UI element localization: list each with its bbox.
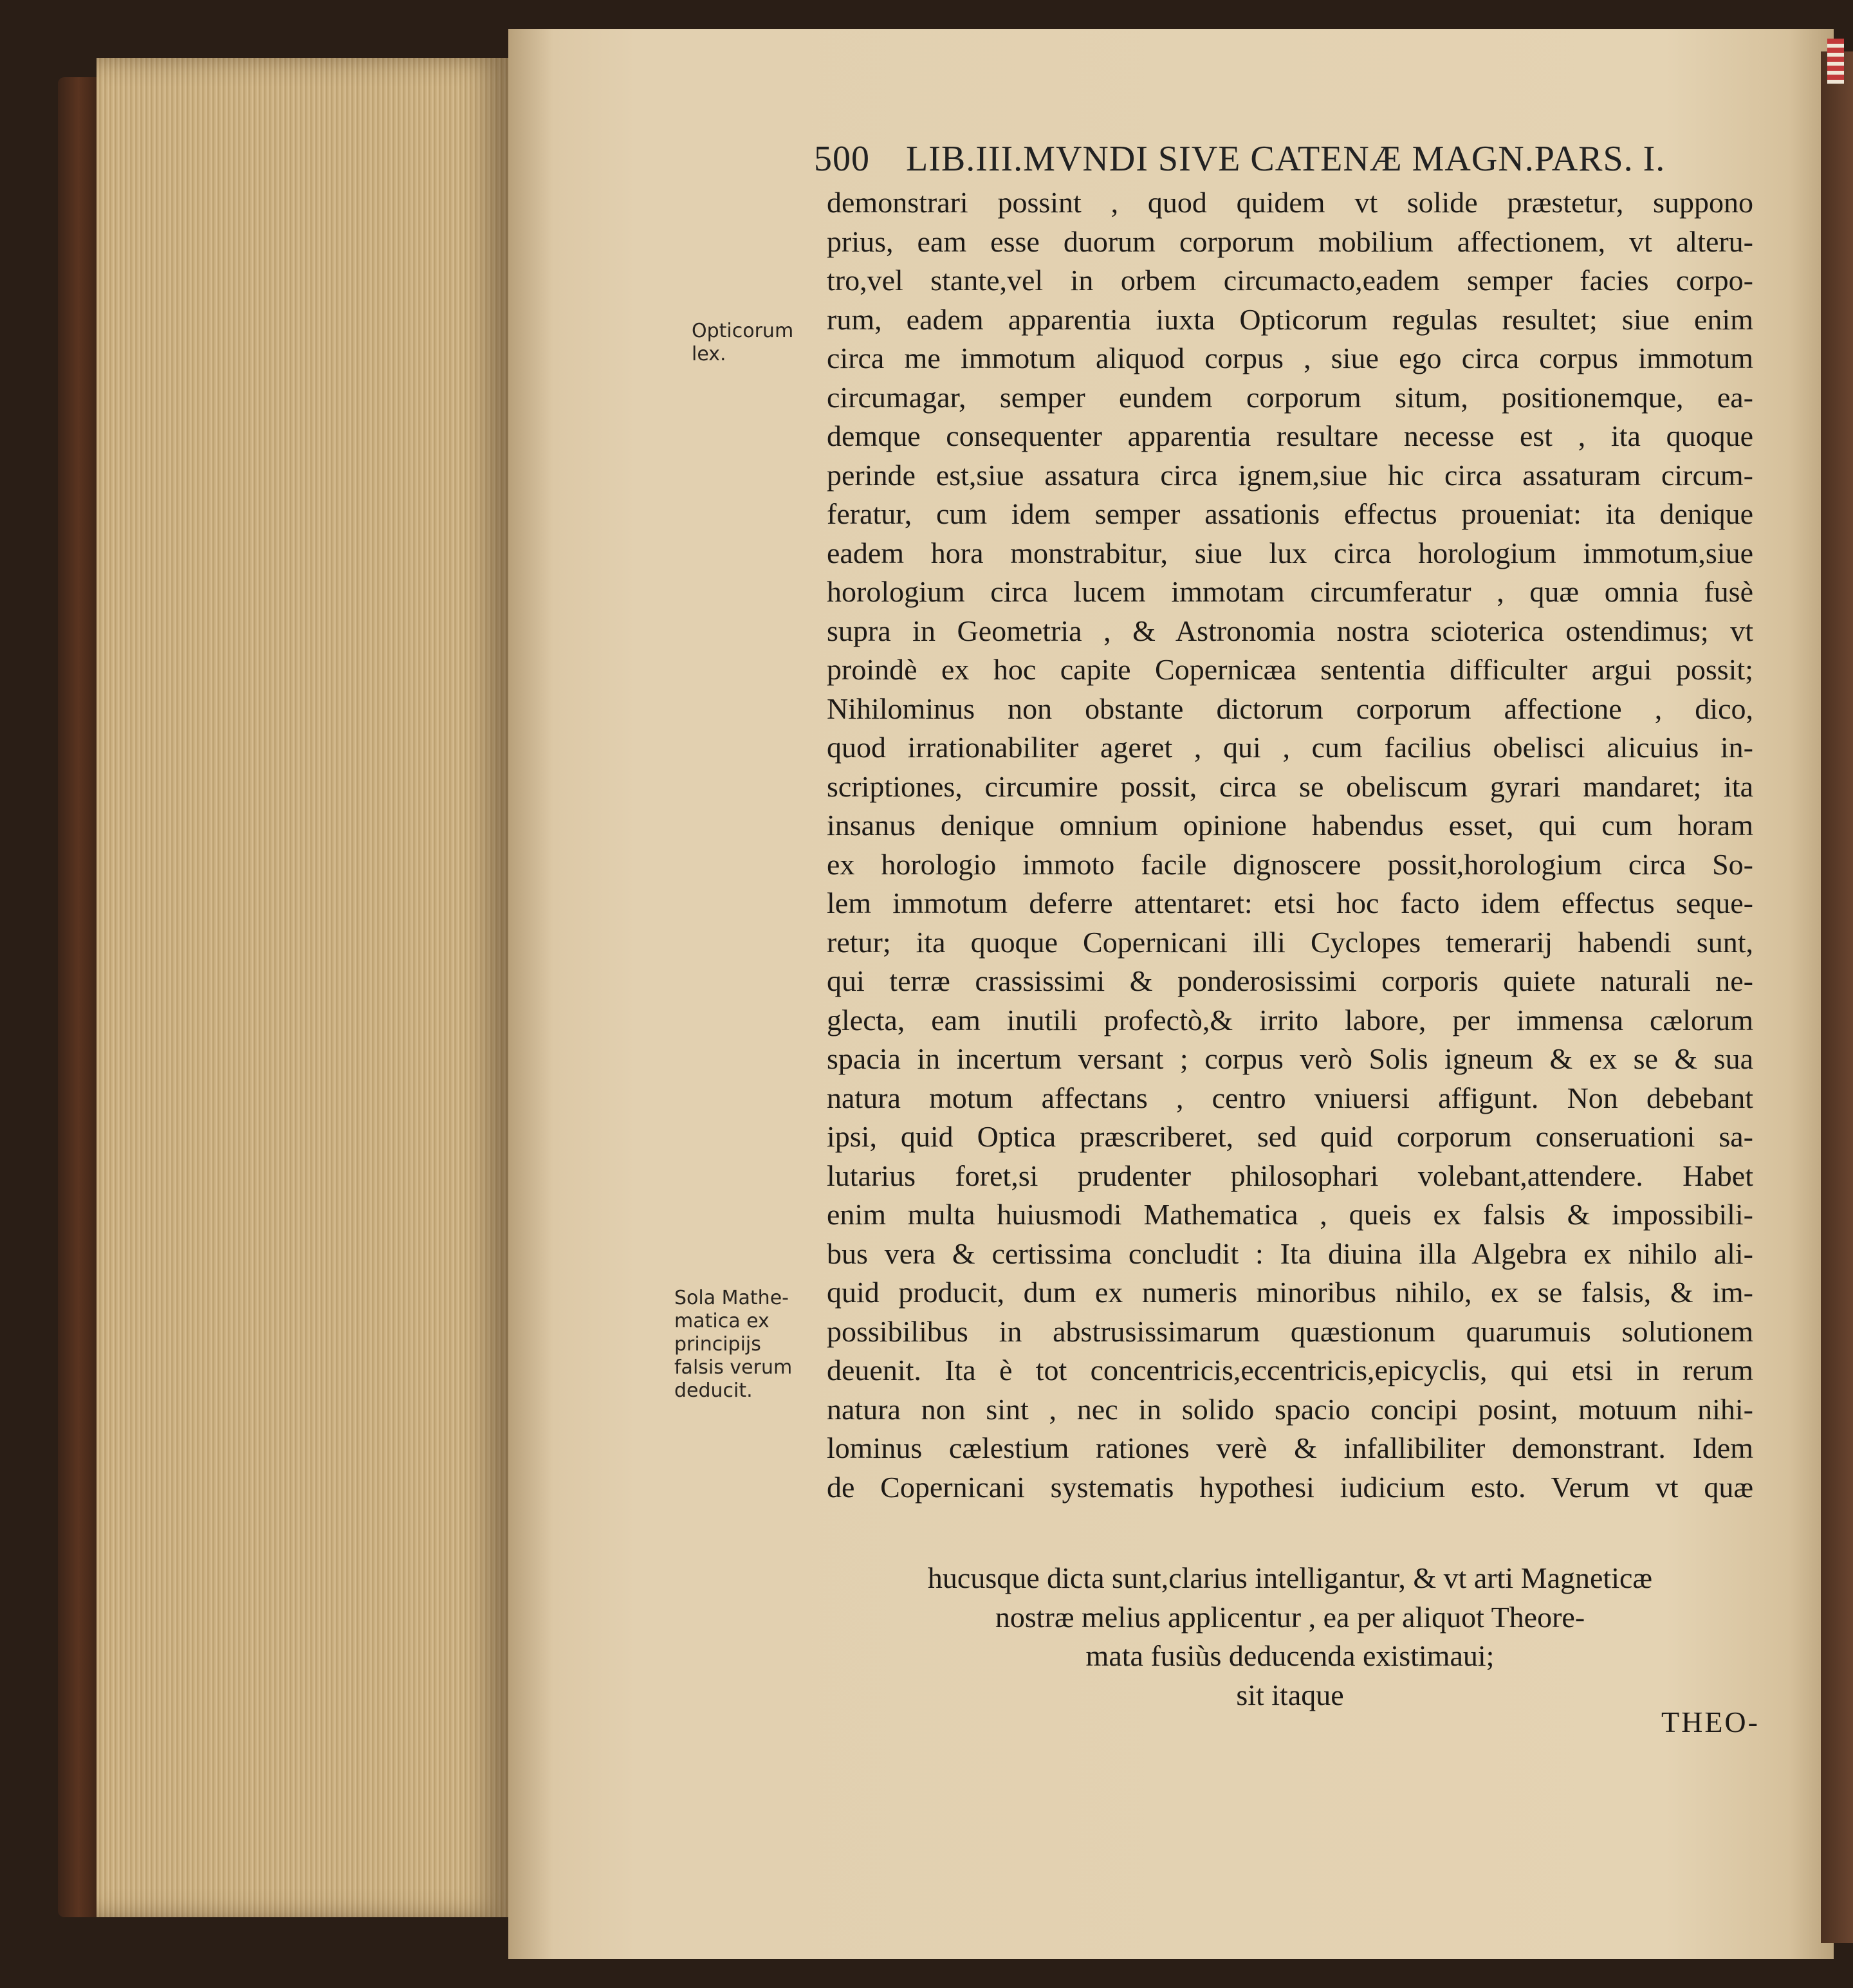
text-line: lominus cælestium rationes verè & infallibiliter demonstrant. Idem bbox=[827, 1431, 1753, 1464]
text-line: perinde est,siue assatura circa ignem,siue hic circa assaturam circum- bbox=[827, 458, 1753, 492]
text-line: prius, eam esse duorum corporum mobilium affectionem, vt alteru- bbox=[827, 225, 1753, 258]
catchword: THEO- bbox=[1661, 1706, 1760, 1738]
right-cover-edge bbox=[1821, 51, 1853, 1943]
text-line: circa me immotum aliquod corpus , siue ego circa corpus immotum bbox=[827, 342, 1753, 374]
text-line: tro,vel stante,vel in orbem circumacto,eadem semper facies corpo- bbox=[827, 264, 1753, 297]
text-line: enim multa huiusmodi Mathematica , queis ex falsis & impossibili- bbox=[827, 1198, 1753, 1231]
text-line: circumagar, semper eundem corporum situm, positionemque, ea- bbox=[827, 380, 1753, 414]
text-line: natura non sint , nec in solido spacio concipi posint, motuum nihi- bbox=[827, 1392, 1753, 1426]
text-line: bus vera & certissima concludit : Ita diuina illa Algebra ex nihilo ali- bbox=[827, 1237, 1753, 1270]
text-line: lutarius foret,si prudenter philosophari volebant,attendere. Habet bbox=[827, 1159, 1753, 1192]
text-line: spacia in incertum versant ; corpus verò Solis igneum & ex se & sua bbox=[827, 1042, 1753, 1075]
margin-note-line: matica ex bbox=[674, 1310, 770, 1332]
text-line: nostræ melius applicentur , ea per aliquot Theore- bbox=[995, 1600, 1585, 1634]
text-line: supra in Geometria , & Astronomia nostra scioterica ostendimus; vt bbox=[827, 614, 1753, 647]
text-line: feratur, cum idem semper assationis effectus proueniat: ita denique bbox=[827, 497, 1753, 530]
text-line: natura motum affectans , centro vniuersi affigunt. Non debebant bbox=[827, 1081, 1753, 1114]
text-line: deuenit. Ita è tot concentricis,eccentricis,epicyclis, qui etsi in rerum bbox=[827, 1354, 1753, 1386]
closing-paragraph bbox=[827, 1559, 1753, 1715]
margin-note-line: deducit. bbox=[674, 1379, 753, 1402]
body-text bbox=[827, 183, 1753, 1507]
margin-note-line: Opticorum bbox=[692, 320, 794, 342]
text-line: horologium circa lucem immotam circumferatur , quæ omnia fusè bbox=[827, 575, 1753, 608]
running-head bbox=[814, 138, 1779, 179]
text-line: Nihilominus non obstante dictorum corporum affectione , dico, bbox=[827, 692, 1753, 725]
text-line: demonstrari possint , quod quidem vt solide præstetur, suppono bbox=[827, 186, 1753, 219]
margin-note-line: principijs bbox=[674, 1333, 761, 1356]
bookmark-ribbon bbox=[1827, 39, 1844, 84]
page-block-edge bbox=[97, 58, 508, 1917]
text-line: insanus denique omnium opinione habendus esset, qui cum horam bbox=[827, 809, 1753, 842]
text-line: eadem hora monstrabitur, siue lux circa horologium immotum,siue bbox=[827, 536, 1753, 569]
margin-note-sola-mathematica bbox=[674, 1287, 792, 1403]
text-line: retur; ita quoque Copernicani illi Cyclopes temerarij habendi sunt, bbox=[827, 925, 1753, 959]
text-line: quid producit, dum ex numeris minoribus nihilo, ex se falsis, & im- bbox=[827, 1276, 1753, 1309]
text-line: hucusque dicta sunt,clarius intelligantur, & vt arti Magneticæ bbox=[927, 1561, 1653, 1594]
page-number: 500 bbox=[814, 139, 870, 179]
margin-note-line: lex. bbox=[692, 343, 726, 365]
text-line: qui terræ crassissimi & ponderosissimi corporis quiete naturali ne- bbox=[827, 964, 1753, 997]
margin-note-line: falsis verum bbox=[674, 1356, 793, 1379]
text-line: demque consequenter apparentia resultare necesse est , ita quoque bbox=[827, 419, 1753, 452]
margin-note-opticorum bbox=[692, 320, 793, 366]
text-line: lem immotum deferre attentaret: etsi hoc facto idem effectus seque- bbox=[827, 887, 1753, 919]
text-line: ex horologio immoto facile dignoscere possit,horologium circa So- bbox=[827, 847, 1753, 881]
text-line: de Copernicani systematis hypothesi iudicium esto. Verum vt quæ bbox=[827, 1470, 1753, 1504]
text-line: scriptiones, circumire possit, circa se obeliscum gyrari mandaret; ita bbox=[827, 769, 1753, 803]
text-line: ipsi, quid Optica præscriberet, sed quid corporum conseruationi sa- bbox=[827, 1120, 1753, 1153]
text-line: glecta, eam inutili profectò,& irrito labore, per immensa cælorum bbox=[827, 1003, 1753, 1036]
text-line: mata fusiùs deducenda existimaui; bbox=[1085, 1639, 1495, 1672]
text-line: sit itaque bbox=[1236, 1678, 1344, 1711]
text-line: proindè ex hoc capite Copernicæa sententia difficulter argui possit; bbox=[827, 653, 1753, 686]
running-title: LIB.III.MVNDI SIVE CATENÆ MAGN.PARS. I. bbox=[906, 139, 1666, 179]
margin-note-line: Sola Mathe- bbox=[674, 1287, 789, 1309]
text-line: possibilibus in abstrusissimarum quæstionum quarumuis solutionem bbox=[827, 1314, 1753, 1348]
text-line: rum, eadem apparentia iuxta Opticorum regulas resultet; siue enim bbox=[827, 302, 1753, 336]
text-line: quod irrationabiliter ageret , qui , cum facilius obelisci alicuius in- bbox=[827, 731, 1753, 764]
